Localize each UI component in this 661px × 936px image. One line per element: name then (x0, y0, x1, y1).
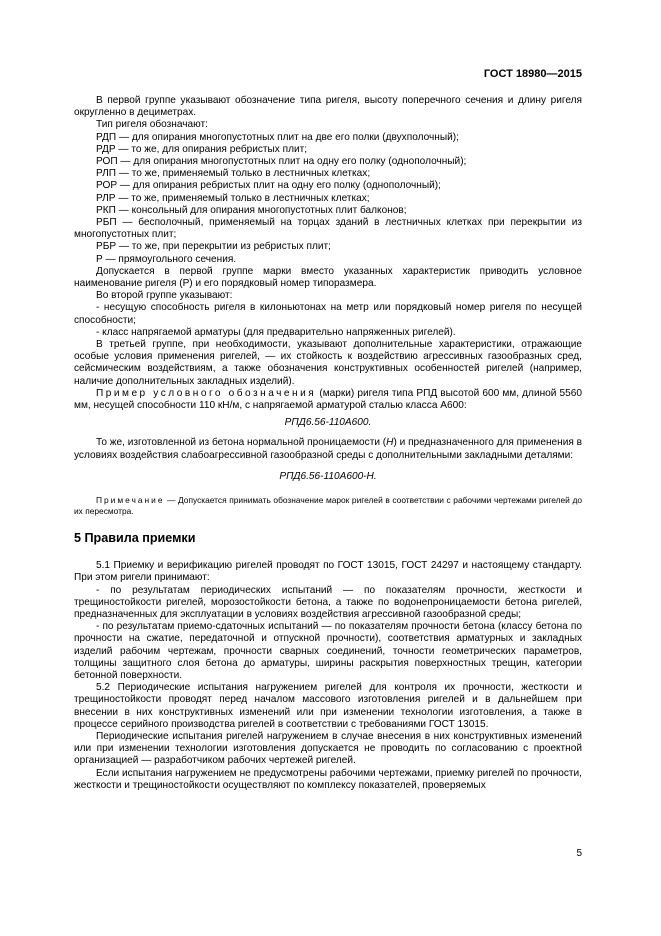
paragraph: Периодические испытания ригелей нагружением в случае внесения в них конструктивных изменений или при изменении технологии изготовления допускается не проводить по согласованию с проектной организацией — разработчиком рабочих чертежей ригелей. (74, 730, 582, 767)
example-paragraph (74, 388, 582, 412)
document-code: ГОСТ 18980—2015 (483, 68, 582, 80)
paragraph: Во второй группе указывают: (96, 290, 233, 302)
example-text: (марки) ригеля типа РПД высотой 600 мм, длиной 5560 мм, несущей способности 110 кН/м, с напрягаемой арматурой сталью класса А600: (74, 387, 582, 412)
example-label: Пример условного обозначения (96, 387, 317, 399)
paragraph: Допускается в первой группе марки вместо указанных характеристик приводить условное наименование ригеля (Р) и его порядковый номер типоразмера. (74, 265, 582, 290)
list-item: - класс напрягаемой арматуры (для предварительно напряженных ригелей). (96, 326, 456, 338)
paragraph-text: ) и предназначенного для применения в условиях воздействия слабоагрессивной газообразной среды с дополнительными закладными деталями: (74, 437, 582, 461)
paragraph: В третьей группе, при необходимости, указывают дополнительные характеристики, отражающие особые условия применения ригелей, — их стойкость к воздействию агрессивных газообразных сред, сейсмическим воздействиям, а также обозначения конструктивных особенностей ригелей (например, наличие дополнительных закладных изделий). (74, 339, 582, 387)
paragraph: Тип ригеля обозначают: (96, 119, 208, 131)
type-item: РБП — бесполочный, применяемый на торцах зданий в лестничных клетках при перекрытии из многопустотных плит; (74, 217, 582, 241)
type-item: РЛП — то же, применяемый только в лестничных клетках; (96, 168, 371, 180)
note-text: — Допускается принимать обозначение марок ригелей в соответствии с рабочими чертежами ригелей до их пересмотра. (74, 495, 582, 517)
paragraph (74, 437, 582, 461)
list-item: - несущую способность ригеля в килоньютонах на метр или порядковый номер ригеля по несущей способности; (74, 302, 582, 326)
note (74, 495, 582, 517)
paragraph: В первой группе указывают обозначение типа ригеля, высоту поперечного сечения и длину ригеля округленно в дециметрах. (74, 95, 582, 119)
example-formula: РПД6.56-110А600-Н. (279, 470, 377, 482)
type-item: РКП — консольный для опирания многопустотных плит балконов; (96, 204, 407, 216)
paragraph: Если испытания нагружением не предусмотрены рабочими чертежами, приемку ригелей по прочности, жесткости и трещиностойкости осуществляют по комплексу показателей, проверяемых (74, 767, 582, 791)
type-item: РОП — для опирания многопустотных плит на одну его полку (однополочный); (96, 156, 467, 168)
type-item: РЛР — то же, применяемый только в лестничных клетках; (96, 192, 370, 204)
note-label: Примечание (96, 495, 165, 506)
page-number: 5 (576, 848, 582, 859)
paragraph: 5.2 Периодические испытания нагружением ригелей для контроля их прочности, жесткости и трещиностойкости проводят перед началом массового изготовления ригелей и в дальнейшем при внесении в них конструктивных изменений или при изменении технологии изготовления, а также в процессе серийного производства ригелей в соответствии с требованиями ГОСТ 13015. (74, 682, 582, 730)
type-item: РДП — для опирания многопустотных плит на две его полки (двухполочный); (96, 131, 459, 143)
section-heading: 5 Правила приемки (74, 531, 196, 546)
type-item: РОР — для опирания ребристых плит на одну его полку (однополочный); (96, 180, 441, 192)
type-item: РДР — то же, для опирания ребристых плит; (96, 143, 308, 155)
list-item: - по результатам приемо-сдаточных испытаний — по показателям прочности бетона (классу бетона по прочности на сжатие, передаточной и отпускной прочности), соответствия арматурных и закладных изделий рабочим чертежам, прочности сварных соединений, точности геометрических параметров, толщины защитного слоя бетона до арматуры, ширины раскрытия поверхностных трещин, категории бетонной поверхности. (74, 621, 582, 681)
list-item: - по результатам периодических испытаний — по показателям прочности, жесткости и трещиностойкости ригелей, морозостойкости бетона, а также по водонепроницаемости бетона ригелей, предназначенных для эксплуатации в условиях воздействия агрессивной газообразной среды; (74, 584, 582, 620)
example-formula: РПД6.56-110А600. (284, 417, 372, 429)
type-item: РБР — то же, при перекрытии из ребристых плит; (96, 241, 331, 253)
paragraph-text: То же, изготовленной из бетона нормальной проницаемости ( (96, 437, 387, 449)
type-item: Р — прямоугольного сечения. (96, 253, 237, 265)
paragraph-symbol: Н (386, 437, 394, 449)
paragraph: 5.1 Приемку и верификацию ригелей проводят по ГОСТ 13015, ГОСТ 24297 и настоящему стандарту. При этом ригели принимают: (74, 560, 582, 584)
document-body (74, 95, 582, 792)
